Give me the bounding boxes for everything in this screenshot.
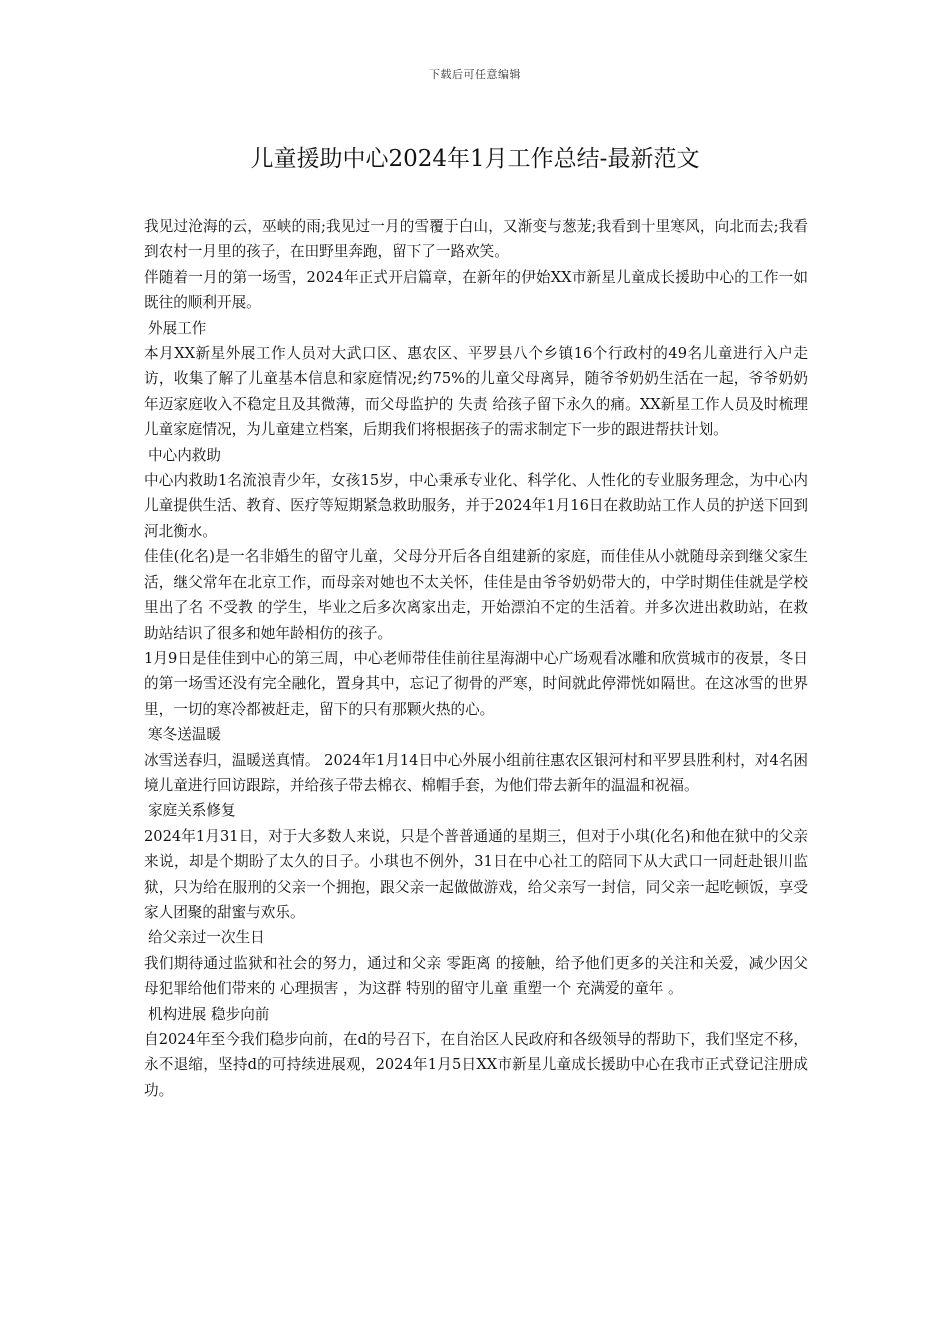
paragraph: 本月XX新星外展工作人员对大武口区、惠农区、平罗县八个乡镇16个行政村的49名儿童进行入户走访，收集了解了儿童基本信息和家庭情况;约75%的儿童父母离异，随爷爷奶奶生活在一起，爷爷奶奶年迈家庭收入不稳定且及其微薄，而父母监护的 失责 给孩子留下永久的痛。XX新星工作人员及时梳理儿童家庭情况，为儿童建立档案，后期我们将根据孩子的需求制定下一步的跟进帮扶计划。	[144, 345, 808, 439]
section-heading: 寒冬送温暖	[148, 726, 221, 744]
header-note: 下载后可任意编辑	[429, 68, 521, 81]
paragraph: 冰雪送春归，温暖送真情。 2024年1月14日中心外展小组前往惠农区银河村和平罗县胜利村，对4名困境儿童进行回访跟踪，并给孩子带去棉衣、棉帽手套，为他们带去新年的温温和祝福。	[144, 751, 808, 794]
document-title: 儿童援助中心2024年1月工作总结-最新范文	[250, 146, 700, 172]
paragraph: 佳佳(化名)是一名非婚生的留守儿童，父母分开后各自组建新的家庭，而佳佳从小就随母亲到继父家生活，继父常年在北京工作，而母亲对她也不太关怀，佳佳是由爷爷奶奶带大的，中学时期佳佳就是学校里出了名 不受教 的学生，毕业之后多次离家出走，开始漂泊不定的生活着。并多次进出救助站，在救助站结识了很多和她年龄相仿的孩子。	[144, 548, 808, 642]
document-body	[144, 214, 808, 1103]
paragraph: 我见过沧海的云，巫峡的雨;我见过一月的雪覆于白山，又渐变与葱茏;我看到十里寒风，向北而去;我看到农村一月里的孩子，在田野里奔跑，留下了一路欢笑。	[144, 218, 808, 261]
paragraph: 中心内救助1名流浪青少年，女孩15岁，中心秉承专业化、科学化、人性化的专业服务理念，为中心内儿童提供生活、教育、医疗等短期紧急救助服务，并于2024年1月16日在救助站工作人员的护送下回到河北衡水。	[144, 472, 808, 540]
section-heading: 给父亲过一次生日	[148, 929, 265, 947]
paragraph: 伴随着一月的第一场雪，2024年正式开启篇章，在新年的伊始XX市新星儿童成长援助中心的工作一如既往的顺利开展。	[144, 268, 808, 312]
section-heading: 中心内救助	[148, 446, 221, 464]
paragraph: 我们期待通过监狱和社会的努力，通过和父亲 零距离 的接触，给予他们更多的关注和关爱，减少因父母犯罪给他们带来的 心理损害 ，为这群 特别的留守儿童 重塑一个 充满爱的童年 。	[144, 954, 808, 998]
section-heading: 机构进展 稳步向前	[148, 1005, 270, 1023]
section-heading: 外展工作	[148, 319, 207, 337]
paragraph: 1月9日是佳佳到中心的第三周，中心老师带佳佳前往星海湖中心广场观看冰雕和欣赏城市的夜景，冬日的第一场雪还没有完全融化，置身其中，忘记了彻骨的严寒，时间就此停滞恍如隔世。在这冰雪的世界里，一切的寒冷都被赶走，留下的只有那颗火热的心。	[144, 649, 808, 718]
section-heading: 家庭关系修复	[148, 802, 236, 820]
paragraph: 自2024年至今我们稳步向前，在d的号召下，在自治区人民政府和各级领导的帮助下，我们坚定不移，永不退缩，坚持d的可持续进展观，2024年1月5日XX市新星儿童成长援助中心在我市正式登记注册成功。	[144, 1031, 808, 1099]
paragraph: 2024年1月31日，对于大多数人来说，只是个普普通通的星期三，但对于小琪(化名)和他在狱中的父亲来说，却是个期盼了太久的日子。小琪也不例外，31日在中心社工的陪同下从大武口一同赶赴银川监狱，只为给在服刑的父亲一个拥抱，跟父亲一起做做游戏，给父亲写一封信，同父亲一起吃顿饭，享受家人团聚的甜蜜与欢乐。	[144, 827, 808, 921]
